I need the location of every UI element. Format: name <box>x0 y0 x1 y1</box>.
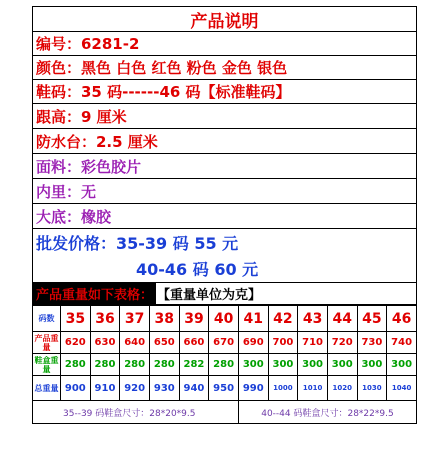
net-weight-cell: 660 <box>179 332 209 354</box>
gross-weight-cell: 940 <box>179 376 209 401</box>
size-cell: 42 <box>268 306 298 332</box>
gross-weight-cell: 1020 <box>327 376 357 401</box>
size-cell: 41 <box>238 306 268 332</box>
box-weight-cell: 300 <box>387 354 417 376</box>
net-weight-cell: 670 <box>209 332 239 354</box>
box-dimensions-row <box>33 401 417 424</box>
net-weight-cell: 710 <box>298 332 328 354</box>
gross-weight-cell: 930 <box>149 376 179 401</box>
net-weight-cell: 650 <box>149 332 179 354</box>
weight-unit-note: 【重量单位为克】 <box>157 288 262 303</box>
size-cell: 37 <box>120 306 150 332</box>
upper-material: 面料：彩色胶片 <box>32 154 417 179</box>
net-weight-cell: 630 <box>90 332 120 354</box>
net-weight-cell: 690 <box>238 332 268 354</box>
box-weight-label: 鞋盒重量 <box>34 355 59 374</box>
net-weight-row <box>33 332 417 354</box>
gross-weight-cell: 950 <box>209 376 239 401</box>
gross-weight-cell: 1030 <box>357 376 387 401</box>
product-sheet <box>32 6 417 424</box>
gross-weight-cell: 1010 <box>298 376 328 401</box>
lining-material: 内里：无 <box>32 179 417 204</box>
box-weight-row <box>33 354 417 376</box>
size-cell: 44 <box>327 306 357 332</box>
weight-table <box>32 305 417 424</box>
box-weight-cell: 300 <box>238 354 268 376</box>
box-weight-cell: 300 <box>268 354 298 376</box>
gross-weight-cell: 910 <box>90 376 120 401</box>
box-weight-cell: 300 <box>298 354 328 376</box>
size-cell: 36 <box>90 306 120 332</box>
net-weight-cell: 740 <box>387 332 417 354</box>
weight-header <box>32 283 417 305</box>
size-cell: 45 <box>357 306 387 332</box>
net-weight-cell: 700 <box>268 332 298 354</box>
gross-weight-cell: 990 <box>238 376 268 401</box>
gross-weight-row <box>33 376 417 401</box>
size-cell: 38 <box>149 306 179 332</box>
box-weight-cell: 280 <box>120 354 150 376</box>
box-weight-cell: 300 <box>327 354 357 376</box>
size-cell: 39 <box>179 306 209 332</box>
model-number: 编号：6281-2 <box>32 32 417 56</box>
net-weight-cell: 730 <box>357 332 387 354</box>
size-cell: 35 <box>61 306 91 332</box>
color-options: 颜色：黑色 白色 红色 粉色 金色 银色 <box>32 56 417 80</box>
price-line-1: 批发价格：35-39 码 55 元 <box>36 234 239 253</box>
box-weight-cell: 280 <box>209 354 239 376</box>
shoe-size-range: 鞋码：35 码------46 码【标准鞋码】 <box>32 80 417 104</box>
gross-weight-label: 总重量 <box>33 376 61 401</box>
size-row <box>33 306 417 332</box>
wholesale-price <box>32 229 417 283</box>
size-cell: 43 <box>298 306 328 332</box>
weight-header-label: 产品重量如下表格： <box>33 283 156 305</box>
box-weight-cell: 280 <box>61 354 91 376</box>
size-cell: 46 <box>387 306 417 332</box>
box-size-small: 35--39 码鞋盒尺寸：28*20*9.5 <box>33 401 239 424</box>
box-size-large: 40--44 码鞋盒尺寸：28*22*9.5 <box>238 401 416 424</box>
box-weight-cell: 282 <box>179 354 209 376</box>
platform-height: 防水台：2.5 厘米 <box>32 129 417 154</box>
gross-weight-cell: 900 <box>61 376 91 401</box>
gross-weight-cell: 920 <box>120 376 150 401</box>
size-label: 码数 <box>33 306 61 332</box>
box-weight-cell: 280 <box>90 354 120 376</box>
box-weight-cell: 300 <box>357 354 387 376</box>
net-weight-cell: 720 <box>327 332 357 354</box>
gross-weight-cell: 1000 <box>268 376 298 401</box>
net-weight-cell: 620 <box>61 332 91 354</box>
page-title: 产品说明 <box>32 6 417 32</box>
heel-height: 跟高：9 厘米 <box>32 104 417 129</box>
sole-material: 大底：橡胶 <box>32 204 417 229</box>
net-weight-cell: 640 <box>120 332 150 354</box>
gross-weight-cell: 1040 <box>387 376 417 401</box>
price-line-2: 40-46 码 60 元 <box>136 260 259 279</box>
box-weight-cell: 280 <box>149 354 179 376</box>
net-weight-label: 产品重量 <box>34 333 59 352</box>
size-cell: 40 <box>209 306 239 332</box>
